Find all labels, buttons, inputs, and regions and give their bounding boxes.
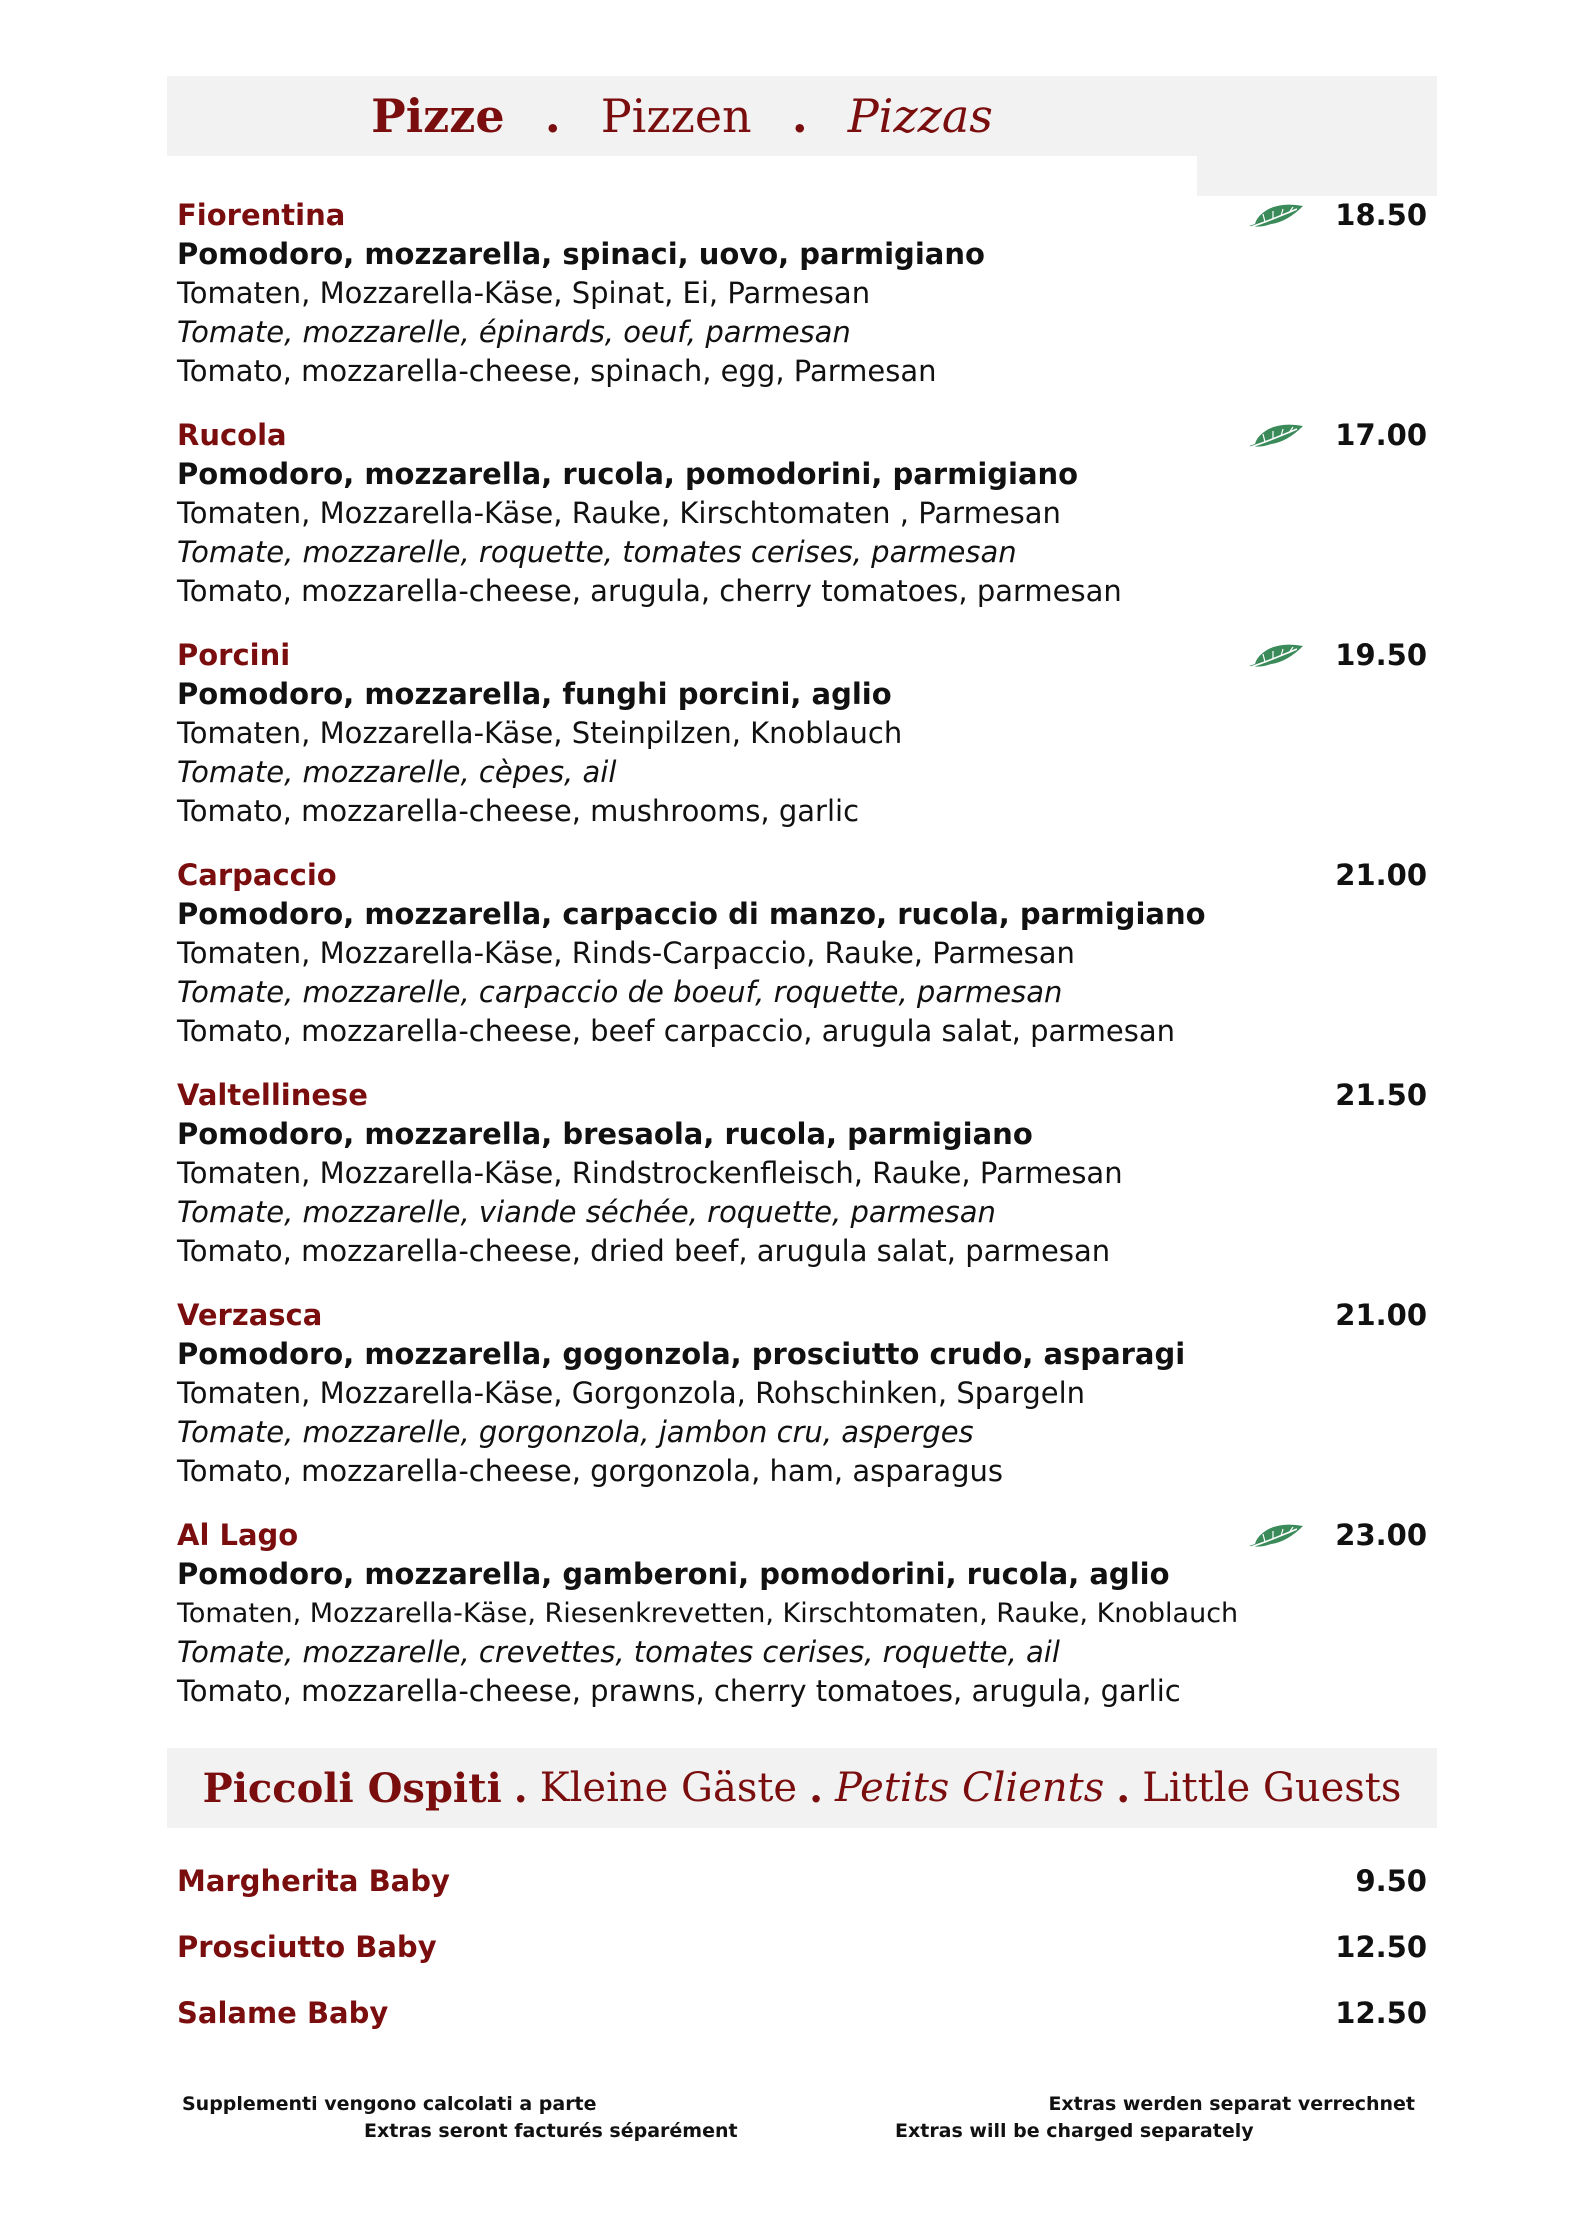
item-french: Tomate, mozzarelle, gorgonzola, jambon cru, asperges [177,1415,974,1449]
item-name: Al Lago [177,1518,299,1552]
guests-header-italian: Piccoli Ospiti [202,1764,502,1812]
guests-header-french: Petits Clients [835,1765,1105,1811]
guests-header-german: Kleine Gäste [539,1765,798,1811]
item-french: Tomate, mozzarelle, roquette, tomates cerises, parmesan [177,535,1017,569]
item-german: Tomaten, Mozzarella-Käse, Rauke, Kirschtomaten , Parmesan [177,496,1061,530]
footer-note-italian: Supplementi vengono calcolati a parte [182,2093,597,2115]
header-separator: . [544,89,561,143]
item-french: Tomate, mozzarelle, carpaccio de boeuf, roquette, parmesan [177,975,1063,1009]
menu-item-porcini [177,636,1427,831]
header-french: Pizzas [847,89,993,143]
item-name: Valtellinese [177,1078,368,1112]
guests-header-english: Little Guests [1142,1765,1402,1811]
kids-item-price: 12.50 [1335,1930,1427,1964]
item-italian: Pomodoro, mozzarella, gogonzola, prosciutto crudo, asparagi [177,1337,1186,1371]
item-english: Tomato, mozzarella-cheese, mushrooms, garlic [177,794,860,828]
little-guests-header-banner [167,1748,1437,1828]
item-price: 17.00 [1335,418,1427,452]
item-english: Tomato, mozzarella-cheese, gorgonzola, ham, asparagus [177,1454,1003,1488]
item-name: Fiorentina [177,198,346,232]
item-name: Verzasca [177,1298,323,1332]
item-name: Rucola [177,418,287,452]
kids-item-name: Salame Baby [177,1996,389,2030]
menu-item-carpaccio [177,856,1427,1051]
kids-item-margherita [177,1862,1427,1902]
item-german: Tomaten, Mozzarella-Käse, Rindstrockenfleisch, Rauke, Parmesan [177,1156,1123,1190]
footer-note-german: Extras werden separat verrechnet [1048,2093,1415,2115]
item-italian: Pomodoro, mozzarella, rucola, pomodorini, parmigiano [177,457,1079,491]
item-english: Tomato, mozzarella-cheese, prawns, cherry tomatoes, arugula, garlic [177,1674,1181,1708]
item-price: 23.00 [1335,1518,1427,1552]
item-price: 21.00 [1335,1298,1427,1332]
item-french: Tomate, mozzarelle, cèpes, ail [177,755,617,789]
item-french: Tomate, mozzarelle, crevettes, tomates cerises, roquette, ail [177,1635,1060,1669]
leaf-icon [1247,422,1305,452]
header-separator: . [791,89,808,143]
kids-item-prosciutto [177,1928,1427,1968]
menu-item-rucola [177,416,1427,611]
item-english: Tomato, mozzarella-cheese, beef carpaccio, arugula salat, parmesan [177,1014,1176,1048]
item-name: Porcini [177,638,291,672]
item-price: 21.50 [1335,1078,1427,1112]
kids-item-name: Prosciutto Baby [177,1930,437,1964]
header-italian: Pizze [371,89,505,143]
item-italian: Pomodoro, mozzarella, spinaci, uovo, parmigiano [177,237,985,271]
kids-item-salame [177,1994,1427,2034]
leaf-icon [1247,642,1305,672]
item-french: Tomate, mozzarelle, viande séchée, roquette, parmesan [177,1195,996,1229]
leaf-icon [1247,202,1305,232]
pizze-header-banner [167,76,1437,156]
item-italian: Pomodoro, mozzarella, funghi porcini, aglio [177,677,892,711]
item-german: Tomaten, Mozzarella-Käse, Steinpilzen, Knoblauch [177,716,903,750]
item-price: 19.50 [1335,638,1427,672]
menu-item-verzasca [177,1296,1427,1491]
banner-tab [1197,156,1437,196]
item-english: Tomato, mozzarella-cheese, dried beef, arugula salat, parmesan [177,1234,1111,1268]
item-italian: Pomodoro, mozzarella, gamberoni, pomodorini, rucola, aglio [177,1557,1170,1591]
footer-note-french: Extras seront facturés séparément [364,2120,738,2142]
item-price: 21.00 [1335,858,1427,892]
kids-item-price: 9.50 [1355,1864,1427,1898]
footer-note-english: Extras will be charged separately [895,2120,1254,2142]
header-german: Pizzen [600,89,752,143]
item-english: Tomato, mozzarella-cheese, spinach, egg, Parmesan [177,354,937,388]
menu-item-fiorentina [177,196,1427,391]
item-italian: Pomodoro, mozzarella, carpaccio di manzo, rucola, parmigiano [177,897,1206,931]
item-italian: Pomodoro, mozzarella, bresaola, rucola, parmigiano [177,1117,1033,1151]
kids-item-price: 12.50 [1335,1996,1427,2030]
kids-item-name: Margherita Baby [177,1864,450,1898]
header-separator: . [809,1764,824,1812]
item-price: 18.50 [1335,198,1427,232]
item-german: Tomaten, Mozzarella-Käse, Rinds-Carpaccio, Rauke, Parmesan [177,936,1075,970]
leaf-icon [1247,1522,1305,1552]
item-french: Tomate, mozzarelle, épinards, oeuf, parmesan [177,315,851,349]
item-name: Carpaccio [177,858,337,892]
menu-item-al-lago [177,1516,1427,1711]
item-english: Tomato, mozzarella-cheese, arugula, cherry tomatoes, parmesan [177,574,1122,608]
item-german: Tomaten, Mozzarella-Käse, Riesenkrevetten, Kirschtomaten, Rauke, Knoblauch [177,1598,1239,1629]
header-separator: . [513,1764,528,1812]
header-separator: . [1116,1764,1131,1812]
item-german: Tomaten, Mozzarella-Käse, Gorgonzola, Rohschinken, Spargeln [177,1376,1086,1410]
menu-item-valtellinese [177,1076,1427,1271]
item-german: Tomaten, Mozzarella-Käse, Spinat, Ei, Parmesan [177,276,871,310]
